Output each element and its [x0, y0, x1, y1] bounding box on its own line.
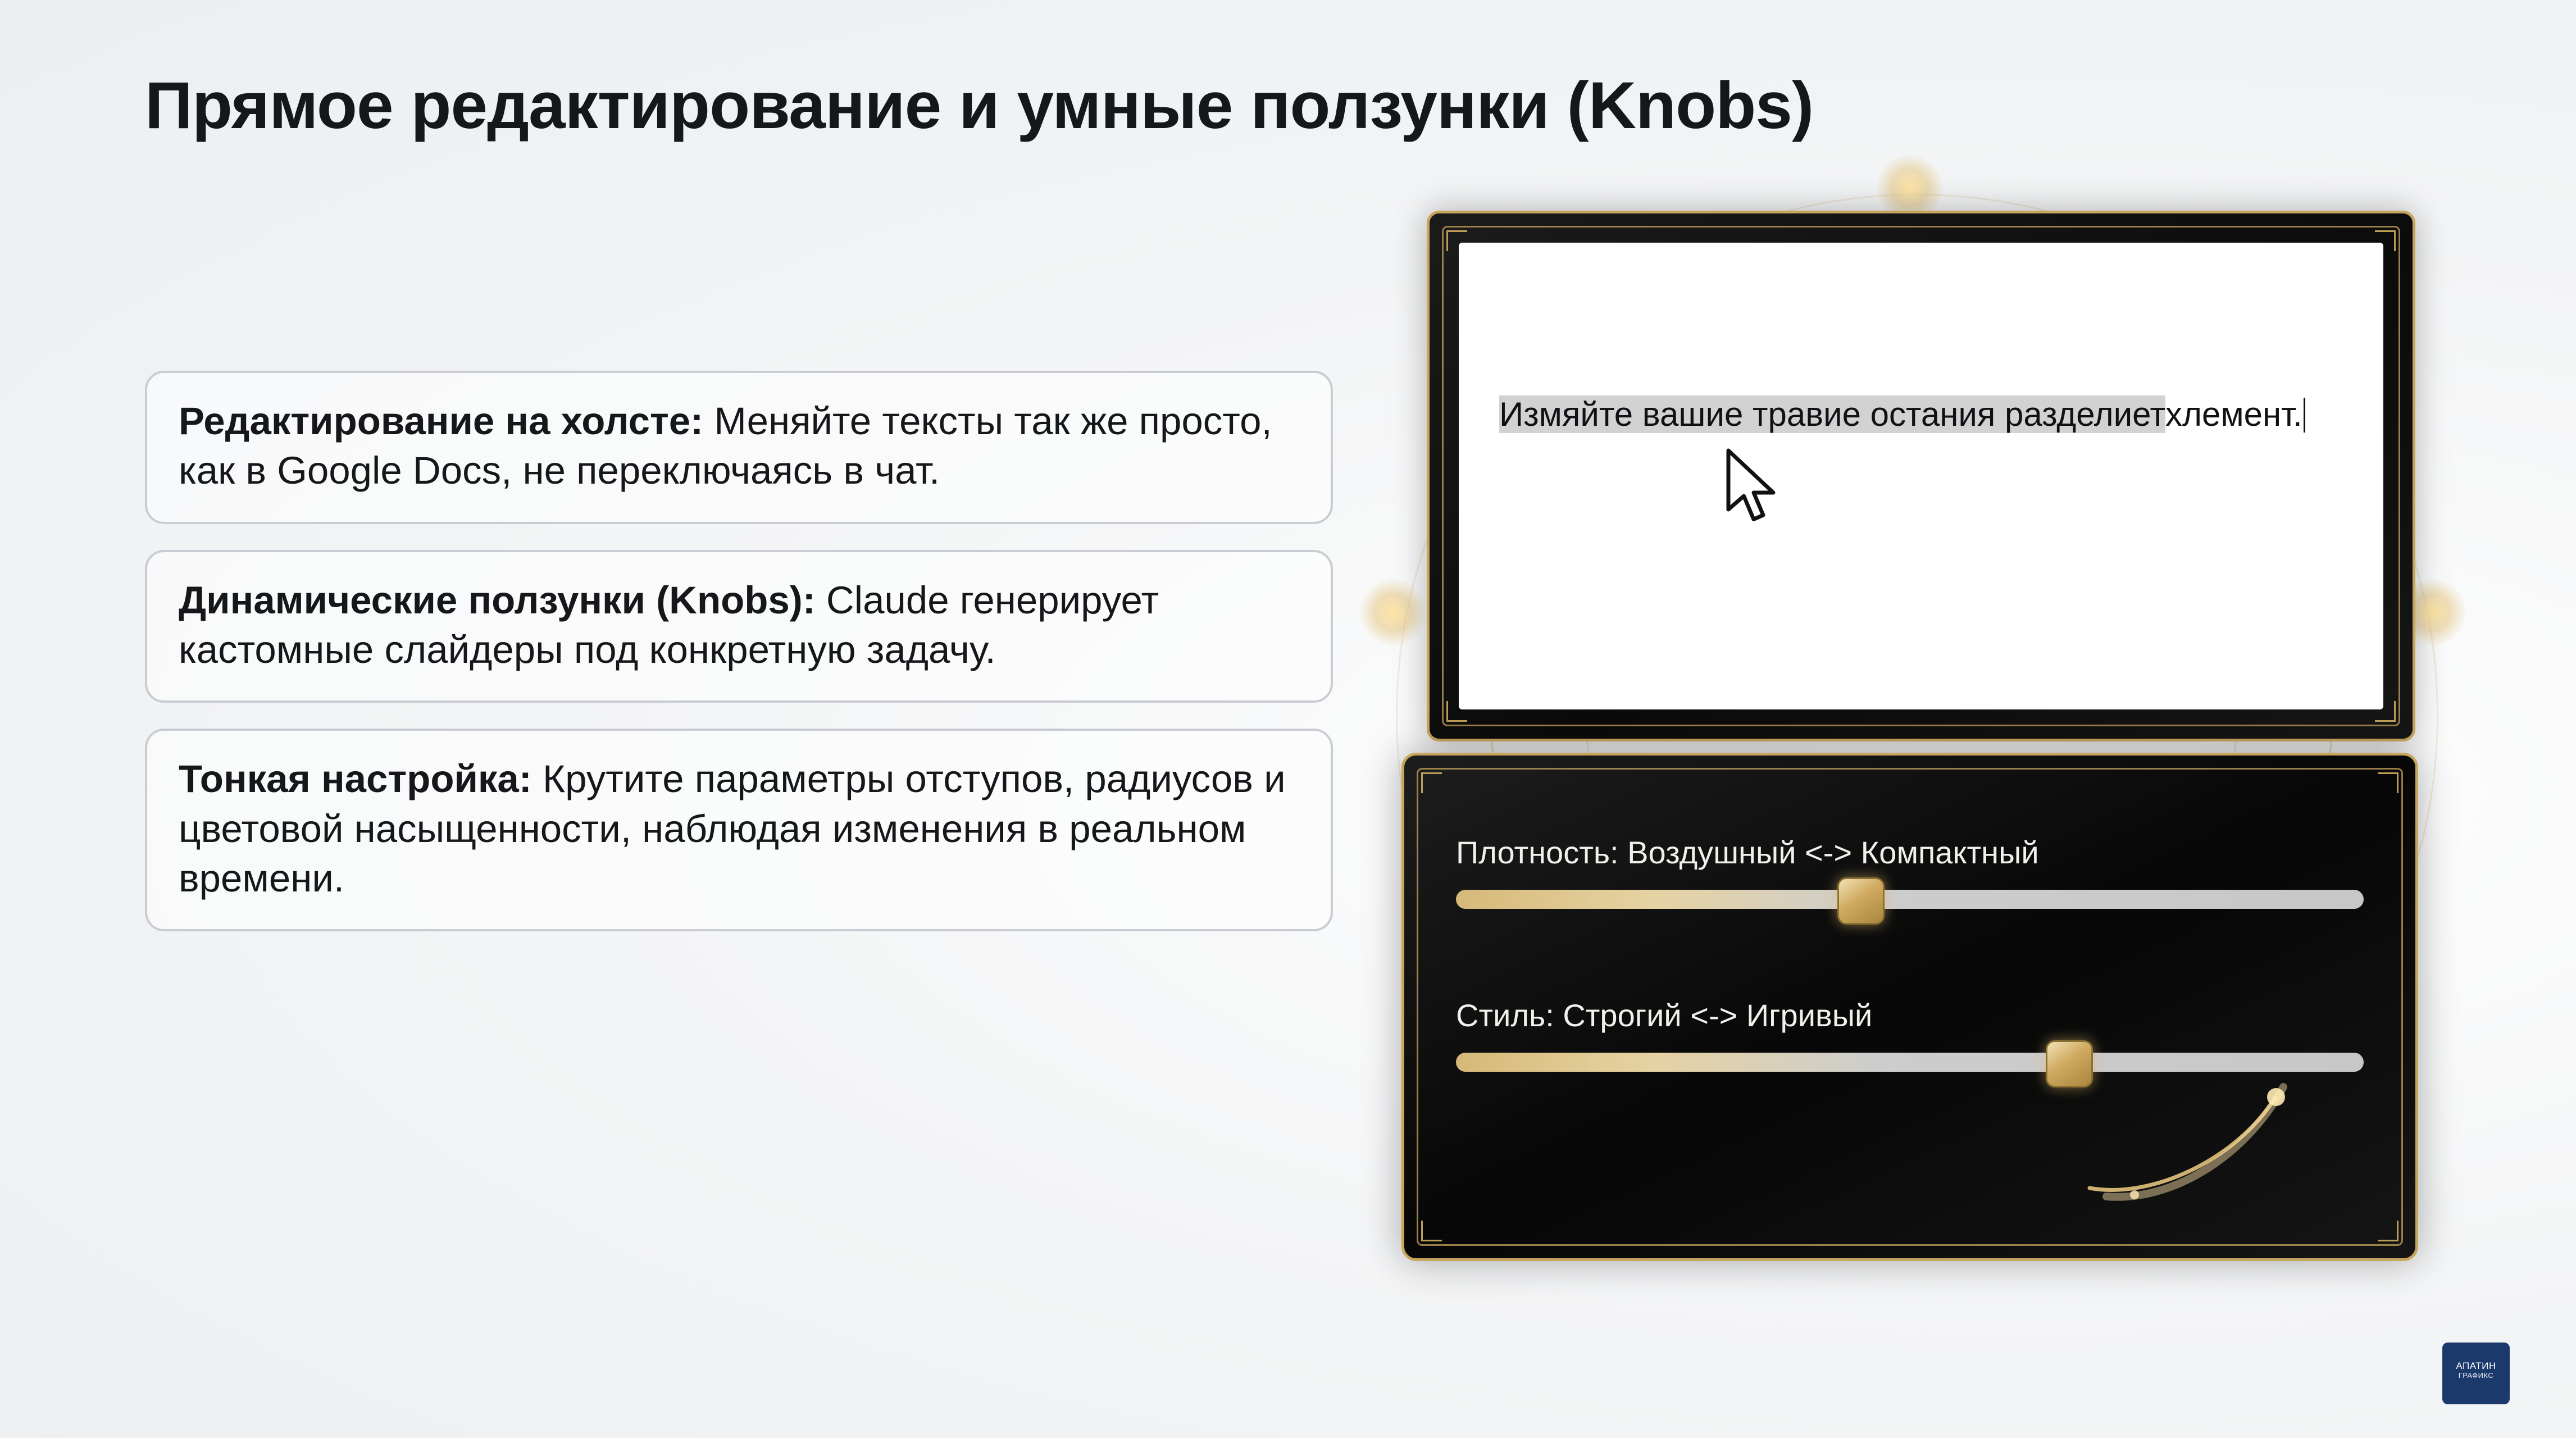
slider-thumb-style[interactable] — [2046, 1040, 2093, 1087]
knob-density — [1456, 834, 2364, 909]
canvas-editor-panel — [1427, 211, 2415, 741]
bullet-text — [179, 576, 1299, 675]
bullet-card-knobs — [145, 550, 1333, 703]
bullet-rest: Меняйте тексты так же просто, как в Google Docs, не переключаясь в чат. — [179, 399, 1272, 493]
bullet-card-list — [145, 371, 1333, 957]
slider-track-style[interactable] — [1456, 1053, 2364, 1072]
bullet-lead: Динамические ползунки (Knobs): — [179, 578, 816, 622]
corner-ornament-icon — [2378, 1221, 2398, 1241]
slider-track-density[interactable] — [1456, 890, 2364, 909]
bullet-rest: Claude генерирует кастомные слайдеры под конкретную задачу. — [179, 578, 1159, 671]
bullet-text — [179, 754, 1299, 903]
selected-text[interactable]: Измяйте вашие травие остания разделиет — [1499, 395, 2166, 433]
corner-ornament-icon — [1421, 772, 1442, 793]
bullet-lead: Тонкая настройка: — [179, 757, 532, 801]
page-title: Прямое редактирование и умные ползунки (Knobs) — [145, 69, 1814, 143]
bullet-text — [179, 397, 1299, 496]
knob-label: Стиль: Строгий <-> Игривый — [1456, 998, 1873, 1033]
trailing-text[interactable]: хлемент. — [2165, 395, 2302, 433]
editor-text-block[interactable] — [1499, 392, 2356, 438]
logo-line-1: АПАТИН — [2456, 1360, 2496, 1371]
bullet-card-editing — [145, 371, 1333, 524]
bullet-card-fine-tuning — [145, 729, 1333, 931]
editor-canvas[interactable] — [1459, 243, 2383, 709]
brand-logo — [2442, 1343, 2510, 1404]
bullet-rest: Крутите параметры отступов, радиусов и цветовой насыщенности, наблюдая изменения в реальном времени. — [179, 757, 1286, 900]
corner-ornament-icon — [1421, 1221, 1442, 1241]
bullet-lead: Редактирование на холсте: — [179, 399, 704, 443]
corner-ornament-icon — [2378, 772, 2398, 793]
mock-ui-illustration — [1393, 185, 2472, 1393]
slider-thumb-density[interactable] — [1837, 877, 1885, 925]
text-caret — [2304, 398, 2305, 433]
decorative-sparkle-icon — [2067, 1048, 2314, 1216]
knobs-panel — [1401, 753, 2418, 1261]
knob-style — [1456, 997, 2364, 1072]
logo-line-2: ГРАФИКС — [2458, 1371, 2494, 1380]
knob-label: Плотность: Воздушный <-> Компактный — [1456, 835, 2039, 870]
decorative-glow-left — [1359, 579, 1427, 646]
